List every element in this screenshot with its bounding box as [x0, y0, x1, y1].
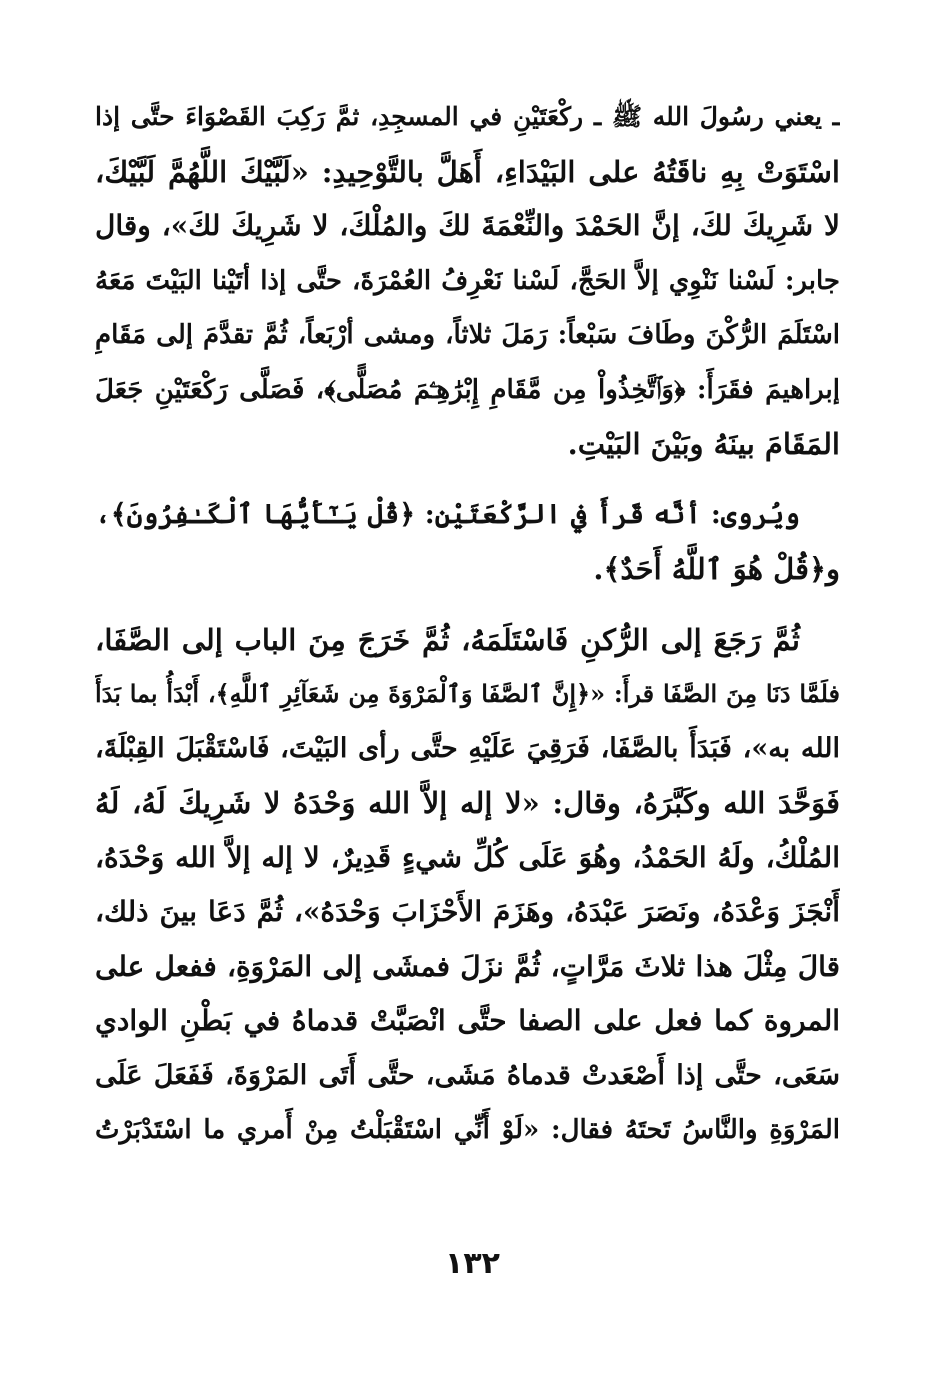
text-line: ـ يعني رسُولَ الله ﷺ ـ ركْعَتَيْنِ في المسجِدِ، ثمَّ رَكِبَ القَصْوَاءَ حتَّى إذا [95, 102, 840, 131]
text-line: أَنْجَزَ وَعْدَهُ، ونَصَرَ عَبْدَهُ، وهَزَمَ الأَحْزَابَ وَحْدَهُ»، ثُمَّ دَعَا بينَ ذلك، [95, 895, 840, 928]
text-line: ثُمَّ رَجَعَ إلى الرُّكنِ فَاسْتَلَمَهُ، ثُمَّ خَرَجَ مِنَ الباب إلى الصَّفَا، [95, 622, 800, 657]
text-line: الله به»، فَبَدَأَ بالصَّفَا، فَرَقِيَ عَلَيْهِ حتَّى رأى البَيْتَ، فَاسْتَقْبَلَ القِبْلَةَ، [95, 732, 840, 764]
text-line: فَوَحَّدَ الله وكَبَّرَهُ، وقال: «لا إله إلاَّ الله وَحْدَهُ لا شَرِيكَ لَهُ، لَهُ [95, 786, 840, 820]
text-line: المَقَامَ بينَهُ وبَيْنَ البَيْتِ. [567, 427, 840, 461]
text-line: إبراهيمَ فقَرَأَ: ﴿وَٱتَّخِذُواْ مِن مَّقَامِ إِبْرَٰهِـۧمَ مُصَلًّى﴾، فَصَلَّى رَكْعَتَيْنِ جَعَلَ [95, 374, 840, 405]
text-line: فلَمَّا دَنَا مِنَ الصَّفَا قرأَ: «﴿إِنَّ ٱلصَّفَا وَٱلْمَرْوَةَ مِن شَعَآئِرِ ٱللَّهِ﴾، أَبْدَأُ بما بَدَأَ [95, 679, 840, 708]
text-line: سَعَى، حتَّى إذا أَصْعَدتْ قدماهُ مَشَى، حتَّى أَتَى المَرْوَةَ، فَفَعَلَ عَلَى [95, 1059, 840, 1091]
text-line: المَرْوَةِ والنَّاسُ تَحتَهُ فقال: «لَوْ أَنِّي اسْتَقْبَلْتُ مِنْ أَمري ما اسْتَدْبَرْتُ [95, 1115, 840, 1145]
text-line: و﴿قُلْ هُوَ ٱللَّهُ أَحَدٌ﴾. [593, 552, 840, 586]
page-body [95, 90, 840, 1158]
paragraph-3 [95, 613, 840, 1158]
page-number: ١٣٢ [445, 1246, 500, 1281]
text-line: المروة كما فعل على الصفا حتَّى انْصَبَّتْ قدماهُ في بَطْنِ الوادي [95, 1004, 840, 1037]
paragraph-2 [95, 488, 840, 597]
text-line: لا شَرِيكَ لكَ، إنَّ الحَمْدَ والنِّعْمَةَ لكَ والمُلْكَ، لا شَرِيكَ لكَ»، وقال [95, 209, 840, 242]
text-line: اسْتَلَمَ الرُّكْنَ وطَافَ سَبْعاً: رَمَلَ ثلاثاً، ومشى أرْبَعاً، ثُمَّ تقدَّمَ إلى مَقَامِ [95, 320, 840, 350]
text-line: قالَ مِثْلَ هذا ثلاثَ مَرَّاتٍ، ثُمَّ نزَلَ فمشَى إلى المَرْوَةِ، ففعل على [95, 949, 840, 983]
text-line: المُلْكُ، ولَهُ الحَمْدُ، وهُوَ عَلَى كُلِّ شيءٍ قَدِيرٌ، لا إله إلاَّ الله وَحْدَهُ، [95, 840, 840, 874]
text-line: ويُروى: أنَّه قَرأَ في الرَّكْعَتَيْنِ: ﴿قُلْ يَـٰٓأَيُّهَا ٱلْكَـٰفِرُونَ﴾، [95, 498, 800, 530]
paragraph-1 [95, 90, 840, 472]
text-line: اسْتَوَتْ بِهِ ناقَتُهُ على البَيْدَاءِ، أَهَلَّ بالتَّوْحِيدِ: «لَبَّيْكَ اللَّهُمَّ لَبَّيْكَ، [95, 154, 840, 189]
text-line: جابر: لَسْنا نَنْوِي إلاَّ الحَجَّ، لَسْنا نَعْرِفُ العُمْرَةَ، حتَّى إذا أتَيْنا البَيْتَ مَعَهُ [95, 265, 840, 296]
